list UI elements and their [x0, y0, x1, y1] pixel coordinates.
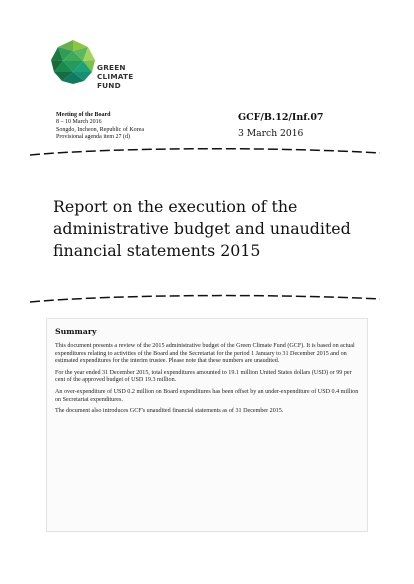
logo-line-green: GREEN	[97, 63, 126, 72]
logo-line-fund: FUND	[97, 81, 121, 90]
gcf-logo	[50, 39, 150, 99]
wave-divider-bottom	[30, 293, 380, 305]
summary-box	[46, 318, 368, 532]
meeting-title: Meeting of the Board	[56, 112, 111, 118]
green-climate-fund-globe-icon	[50, 39, 96, 85]
summary-heading: Summary	[55, 327, 97, 336]
wave-divider-top	[30, 146, 380, 158]
meeting-info	[56, 112, 216, 142]
document-reference: GCF/B.12/Inf.07	[238, 112, 324, 123]
agenda-item: Provisional agenda item 27 (d)	[56, 134, 130, 141]
document-date: 3 March 2016	[238, 128, 304, 139]
logo-wordmark	[97, 63, 133, 90]
logo-line-climate: CLIMATE	[97, 72, 134, 81]
summary-paragraph: For the year ended 31 December 2015, total expenditures amounted to 19.1 million United States dollars (USD) or 99 per cent of the approved budget of USD 19.3 million.	[55, 369, 352, 384]
summary-paragraph: The document also introduces GCF's unaudited financial statements as of 31 December 2015.	[55, 408, 284, 415]
meeting-location: Songdo, Incheon, Republic of Korea	[56, 126, 144, 133]
report-title: Report on the execution of the administrative budget and unaudited financial statements 2015	[53, 197, 351, 260]
meeting-dates: 8 – 10 March 2016	[56, 119, 102, 126]
summary-paragraph: An over-expenditure of USD 0.2 million on Board expenditures has been offset by an under-expenditure of USD 0.4 million on Secretariat expenditures.	[55, 388, 359, 403]
summary-paragraph: This document presents a review of the 2015 administrative budget of the Green Climate Fund (GCF). It is based on actual expenditures relating to activities of the Board and the Secretariat for the period 1 January to 31 December 2015 and on estimated expenditures for the interim trustee. Please note that these numbers are unaudited.	[55, 343, 355, 365]
